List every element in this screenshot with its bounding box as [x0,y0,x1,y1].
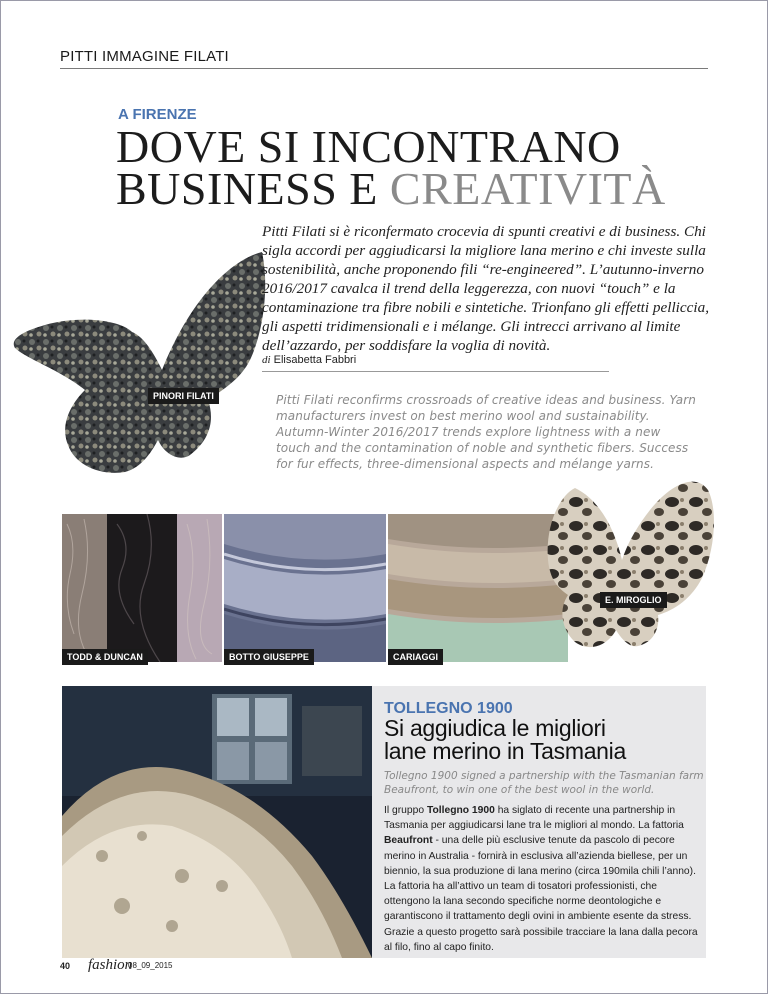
folio-date: 08_09_2015 [128,961,173,970]
box-title [384,717,626,763]
wool-pile-photo [62,686,372,958]
caption-miroglio: E. MIROGLIO [600,592,667,608]
byline-author: Elisabetta Fabbri [273,354,357,366]
box-title-line-2: lane merino in Tasmania [384,738,626,764]
caption-pinori: PINORI FILATI [148,388,219,404]
photo-botto-giuseppe [224,514,386,662]
butterfly-photo-pinori [0,240,270,490]
article-headline [116,121,666,214]
box-body-part: - una delle più esclusive tenute da pascolo di pecore merino in Australia - fornirà in esclusiva all’azienda biellese, per un biennio, la sua produzione di lana merino (circa 190mila chili l’anno). La fattoria ha all’attivo un team di tosatori professionisti, che ottengono la lana secondo specifiche norme deontologiche e garantiscono il trattamento degli ovini in ambiente esente da stress. Grazie a questo progetto sarà possibile tracciare la lana dalla pecora al filo, fino al capo finito. [384,835,698,953]
article-lead: Pitti Filati si è riconfermato crocevia di spunti creativi e di business. Chi sigla accordi per aggiudicarsi la migliore lana merino e chi investe sulla sostenibilità, anche proponendo fili “re-engineered”. L’autunno-inverno 2016/2017 cavalca il trend della leggerezza, con nuovi “touch” e la contaminazione tra fibre nobili e sintetiche. Trionfano gli effetti pelliccia, gli aspetti tridimensionali e i mélange. Gli intrecci arrivano al limite dell’azzardo, per soddisfare la voglia di novità. [262,223,709,354]
box-kicker: TOLLEGNO 1900 [384,700,513,717]
box-title-line-1: Si aggiudica le migliori [384,715,606,741]
box-body-bold: Beaufront [384,835,433,847]
knitwear-texture [62,514,222,662]
byline-prefix: di [262,354,271,366]
headline-grey-part: CREATIVITÀ [389,163,666,214]
butterfly-photo-miroglio [520,470,720,665]
box-body-part: ha siglato di recente una partnership in Tasmania per aggiudicarsi lane tra le migliori al mondo. La fattoria [384,805,684,832]
box-body [384,803,702,955]
section-title: PITTI IMMAGINE FILATI [60,48,229,65]
headline-line-1: DOVE SI INCONTRANO [116,121,621,172]
headline-line-2 [116,163,666,214]
box-subtitle: Tollegno 1900 signed a partnership with the Tasmanian farm Beaufront, to win one of the best wool in the world. [384,770,704,796]
photo-todd-duncan [62,514,222,662]
article-english-summary: Pitti Filati reconfirms crossroads of creative ideas and business. Yarn manufacturers invest on best merino wool and sustainability. Autumn-Winter 2016/2017 trends explore lightness with a new touch and the contamination of noble and synthetic fibers. Success for fur effects, three-dimensional aspects and mélange yarns. [276,393,696,471]
box-body-part: Il gruppo [384,805,427,816]
byline-rule [262,371,609,372]
article-kicker: A FIRENZE [118,106,197,123]
headline-dark-part: BUSINESS E [116,163,390,214]
byline [262,354,356,366]
page-number: 40 [60,961,71,971]
folio-brand: fashion [88,957,133,973]
photo-tollegno-wool [62,686,372,958]
caption-cariaggi: CARIAGGI [388,649,443,665]
box-body-bold: Tollegno 1900 [426,805,495,816]
fabric-texture [224,514,386,662]
caption-botto-giuseppe: BOTTO GIUSEPPE [224,649,314,665]
caption-todd-duncan: TODD & DUNCAN [62,649,148,665]
section-rule [60,68,708,69]
